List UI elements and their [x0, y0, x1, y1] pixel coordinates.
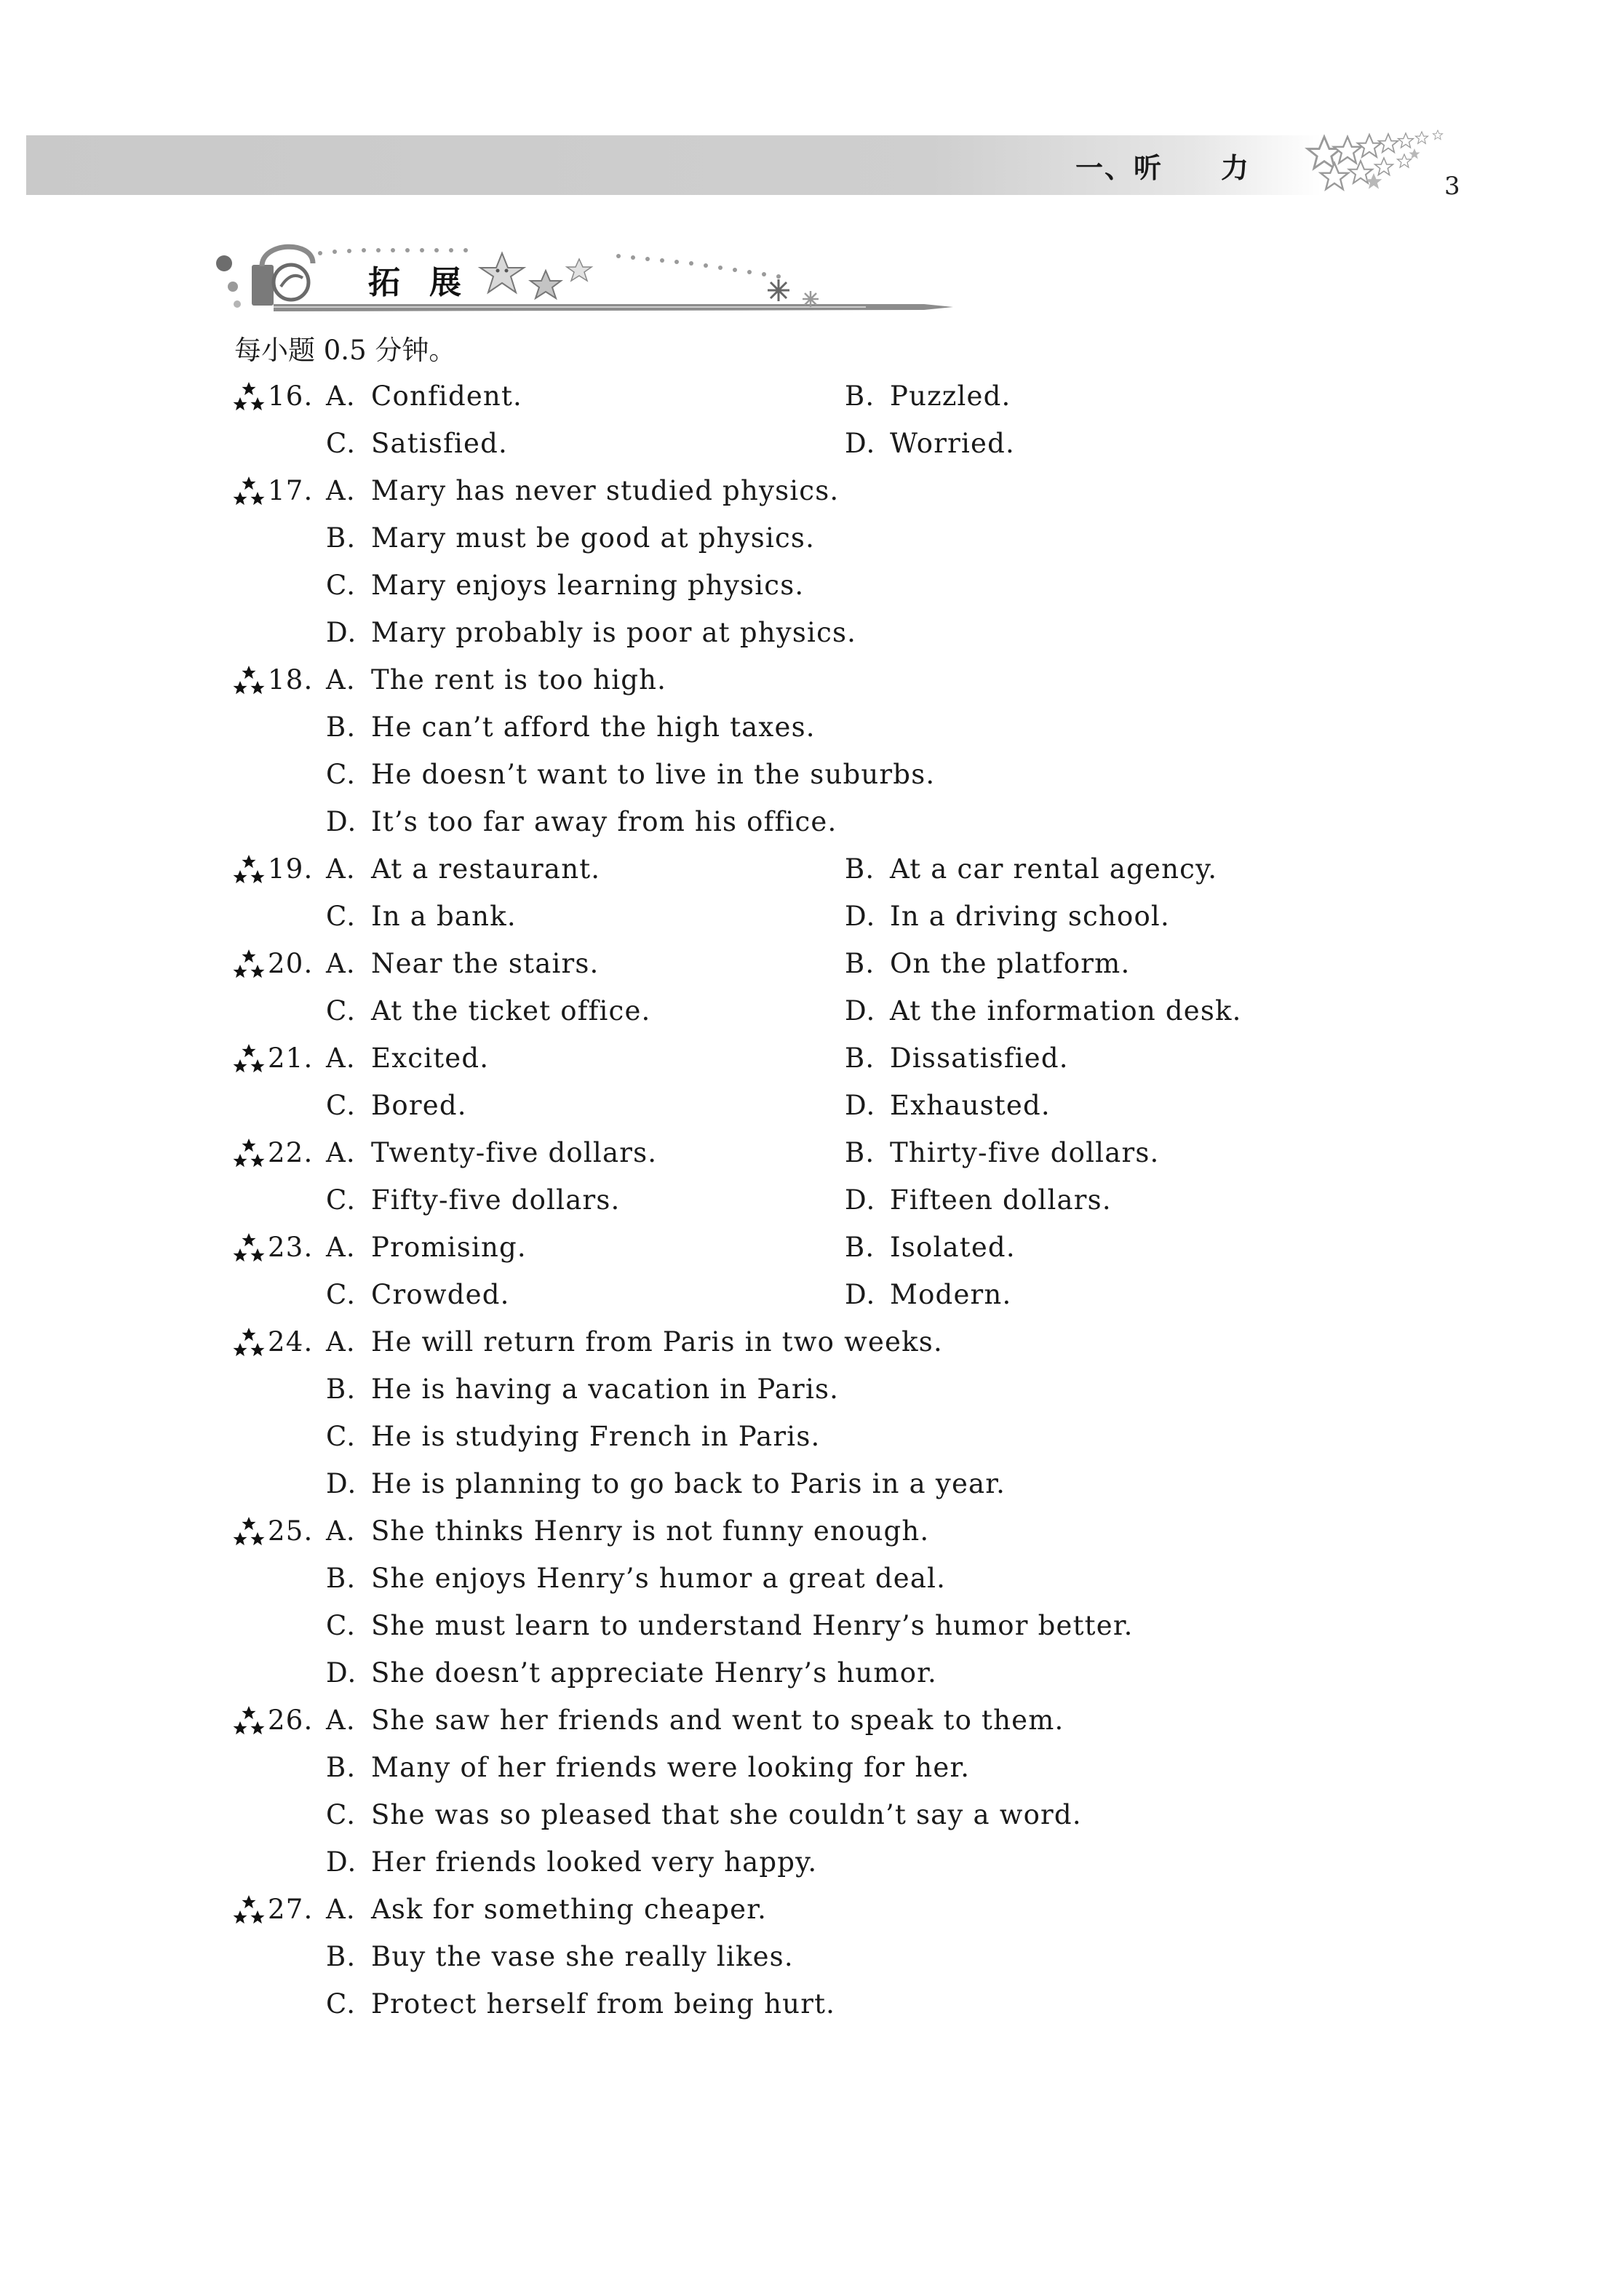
answer-option — [326, 656, 666, 703]
question-item — [231, 1129, 1396, 1176]
option-text: Crowded. — [371, 1279, 510, 1310]
question-option-row — [231, 1413, 1396, 1460]
question-item — [231, 1886, 1396, 1933]
option-text: Bored. — [371, 1090, 467, 1121]
option-text: In a driving school. — [890, 901, 1170, 932]
question-number: 18. — [268, 664, 314, 695]
answer-option — [326, 940, 600, 987]
option-text: The rent is too high. — [371, 664, 667, 695]
option-text: He is having a vacation in Paris. — [371, 1374, 840, 1405]
option-letter: A. — [326, 1043, 356, 1074]
question-item — [231, 467, 1396, 514]
option-text: Exhausted. — [890, 1090, 1051, 1121]
question-number: 24. — [268, 1326, 314, 1358]
question-item — [231, 1035, 1396, 1082]
option-text: Isolated. — [890, 1232, 1016, 1263]
option-letter: A. — [326, 1515, 356, 1547]
option-letter: C. — [326, 1090, 357, 1121]
answer-option — [326, 1460, 1006, 1507]
question-number: 27. — [268, 1894, 314, 1925]
option-text: Thirty-five dollars. — [890, 1137, 1160, 1168]
difficulty-stars-icon — [231, 949, 266, 982]
option-letter: A. — [326, 1232, 356, 1263]
option-letter: A. — [326, 475, 356, 506]
option-text: Fifteen dollars. — [890, 1184, 1112, 1216]
answer-option — [326, 467, 839, 514]
option-letter: A. — [326, 1326, 356, 1358]
option-text: She thinks Henry is not funny enough. — [371, 1515, 930, 1547]
answer-option — [326, 798, 837, 845]
option-text: It’s too far away from his office. — [371, 806, 837, 837]
question-number: 22. — [268, 1137, 314, 1168]
answer-option — [326, 1129, 657, 1176]
question-option-row — [231, 1366, 1396, 1413]
option-letter: B. — [845, 1137, 875, 1168]
difficulty-stars-icon — [231, 1894, 266, 1928]
option-text: Worried. — [890, 428, 1015, 459]
question-item — [231, 656, 1396, 703]
answer-option — [845, 1224, 1016, 1271]
option-letter: A. — [326, 948, 356, 979]
difficulty-stars-icon — [231, 476, 266, 509]
answer-option — [326, 1318, 943, 1366]
option-letter: D. — [845, 428, 876, 459]
option-letter: D. — [845, 1279, 876, 1310]
option-letter: D. — [845, 1090, 876, 1121]
option-letter: D. — [326, 1846, 357, 1878]
option-text: She was so pleased that she couldn’t say a word. — [371, 1799, 1082, 1830]
question-option-row — [231, 1744, 1396, 1791]
question-number: 20. — [268, 948, 314, 979]
option-letter: C. — [326, 1988, 357, 2020]
question-option-row — [231, 1838, 1396, 1886]
option-text: He will return from Paris in two weeks. — [371, 1326, 943, 1358]
option-letter: A. — [326, 853, 356, 885]
question-option-row — [231, 751, 1396, 798]
option-letter: A. — [326, 1705, 356, 1736]
question-number: 19. — [268, 853, 314, 885]
option-letter: D. — [845, 995, 876, 1027]
option-letter: B. — [326, 1941, 357, 1972]
option-letter: A. — [326, 380, 356, 412]
option-letter: B. — [845, 1232, 875, 1263]
question-option-row — [231, 1555, 1396, 1602]
option-text: Modern. — [890, 1279, 1012, 1310]
option-letter: C. — [326, 570, 357, 601]
answer-option — [326, 1555, 946, 1602]
answer-option — [326, 1697, 1064, 1744]
option-letter: C. — [326, 995, 357, 1027]
option-text: Excited. — [371, 1043, 490, 1074]
question-item — [231, 940, 1396, 987]
option-letter: B. — [326, 1752, 357, 1783]
answer-option — [326, 1744, 970, 1791]
answer-option — [326, 1980, 835, 2028]
section-title: 拓展 — [368, 264, 490, 301]
difficulty-stars-icon — [231, 854, 266, 888]
option-letter: C. — [326, 901, 357, 932]
option-text: Mary enjoys learning physics. — [371, 570, 805, 601]
option-text: Fifty-five dollars. — [371, 1184, 621, 1216]
answer-option — [326, 987, 651, 1035]
question-option-row — [231, 987, 1396, 1035]
answer-option — [326, 372, 522, 420]
question-number: 23. — [268, 1232, 314, 1263]
option-text: Mary has never studied physics. — [371, 475, 840, 506]
option-text: Her friends looked very happy. — [371, 1846, 818, 1878]
answer-option — [326, 1507, 929, 1555]
question-item — [231, 1318, 1396, 1366]
option-text: On the platform. — [890, 948, 1131, 979]
question-number: 17. — [268, 475, 314, 506]
option-letter: D. — [845, 1184, 876, 1216]
answer-option — [326, 1224, 527, 1271]
option-text: Satisfied. — [371, 428, 508, 459]
answer-option — [326, 562, 804, 609]
option-text: Mary probably is poor at physics. — [371, 617, 857, 648]
option-text: He is studying French in Paris. — [371, 1421, 821, 1452]
answer-option — [326, 1886, 767, 1933]
chapter-title: 一、听 力 — [1075, 152, 1251, 184]
answer-option — [326, 703, 816, 751]
answer-option — [326, 893, 517, 940]
section-banner-decoration — [211, 234, 960, 322]
option-letter: D. — [326, 1468, 357, 1499]
option-letter: A. — [326, 1137, 356, 1168]
difficulty-stars-icon — [231, 1327, 266, 1360]
answer-option — [326, 845, 600, 893]
option-text: She saw her friends and went to speak to them. — [371, 1705, 1064, 1736]
option-letter: C. — [326, 1184, 357, 1216]
question-number: 16. — [268, 380, 314, 412]
answer-option — [845, 845, 1217, 893]
option-text: Dissatisfied. — [890, 1043, 1069, 1074]
option-text: Buy the vase she really likes. — [371, 1941, 794, 1972]
option-text: Mary must be good at physics. — [371, 522, 816, 554]
question-option-row — [231, 562, 1396, 609]
question-option-row — [231, 703, 1396, 751]
difficulty-stars-icon — [231, 1516, 266, 1550]
answer-option — [845, 1035, 1069, 1082]
answer-option — [326, 1791, 1082, 1838]
option-text: Ask for something cheaper. — [371, 1894, 768, 1925]
option-text: He is planning to go back to Paris in a year. — [371, 1468, 1006, 1499]
question-option-row — [231, 1176, 1396, 1224]
question-item — [231, 845, 1396, 893]
question-option-row — [231, 1933, 1396, 1980]
answer-option — [326, 514, 815, 562]
question-option-row — [231, 893, 1396, 940]
option-text: At the ticket office. — [371, 995, 651, 1027]
option-text: She doesn’t appreciate Henry’s humor. — [371, 1657, 937, 1689]
option-text: He doesn’t want to live in the suburbs. — [371, 759, 936, 790]
option-text: He can’t afford the high taxes. — [371, 711, 816, 743]
option-letter: C. — [326, 1279, 357, 1310]
option-letter: C. — [326, 428, 357, 459]
answer-option — [326, 1649, 937, 1697]
difficulty-stars-icon — [231, 1232, 266, 1266]
answer-option — [845, 372, 1011, 420]
answer-option — [326, 1413, 820, 1460]
option-letter: D. — [326, 617, 357, 648]
option-text: Puzzled. — [890, 380, 1011, 412]
option-letter: A. — [326, 1894, 356, 1925]
option-letter: A. — [326, 664, 356, 695]
answer-option — [845, 893, 1170, 940]
question-item — [231, 372, 1396, 420]
question-number: 25. — [268, 1515, 314, 1547]
question-item — [231, 1507, 1396, 1555]
option-letter: B. — [845, 948, 875, 979]
question-option-row — [231, 798, 1396, 845]
option-letter: D. — [845, 901, 876, 932]
question-number: 21. — [268, 1043, 314, 1074]
question-option-row — [231, 609, 1396, 656]
option-letter: B. — [326, 522, 357, 554]
difficulty-stars-icon — [231, 381, 266, 415]
answer-option — [326, 1271, 510, 1318]
answer-option — [326, 1366, 839, 1413]
answer-option — [845, 1176, 1112, 1224]
option-text: Near the stairs. — [371, 948, 600, 979]
answer-option — [326, 1933, 794, 1980]
question-option-row — [231, 1082, 1396, 1129]
option-letter: D. — [326, 1657, 357, 1689]
option-text: At a car rental agency. — [890, 853, 1218, 885]
option-letter: C. — [326, 1799, 357, 1830]
option-text: Promising. — [371, 1232, 527, 1263]
instruction-text: 每小题 0.5 分钟。 — [234, 335, 456, 366]
option-letter: C. — [326, 759, 357, 790]
answer-option — [845, 420, 1015, 467]
answer-option — [326, 1602, 1134, 1649]
option-text: In a bank. — [371, 901, 517, 932]
decorative-stars-icon — [1302, 125, 1462, 205]
question-option-row — [231, 1602, 1396, 1649]
option-text: Confident. — [371, 380, 522, 412]
option-letter: C. — [326, 1421, 357, 1452]
answer-option — [845, 1082, 1051, 1129]
answer-option — [326, 1035, 489, 1082]
question-option-row — [231, 420, 1396, 467]
option-text: Twenty-five dollars. — [371, 1137, 658, 1168]
difficulty-stars-icon — [231, 1138, 266, 1171]
question-item — [231, 1697, 1396, 1744]
question-option-row — [231, 514, 1396, 562]
option-text: Protect herself from being hurt. — [371, 1988, 836, 2020]
option-letter: B. — [326, 1374, 357, 1405]
option-letter: B. — [845, 853, 875, 885]
option-letter: B. — [326, 1563, 357, 1594]
answer-option — [326, 420, 508, 467]
answer-option — [845, 1129, 1160, 1176]
question-list — [231, 372, 1396, 2028]
option-letter: B. — [845, 380, 875, 412]
answer-option — [845, 987, 1242, 1035]
answer-option — [326, 751, 935, 798]
answer-option — [326, 609, 856, 656]
option-text: Many of her friends were looking for her. — [371, 1752, 971, 1783]
difficulty-stars-icon — [231, 1043, 266, 1077]
option-text: At the information desk. — [890, 995, 1242, 1027]
difficulty-stars-icon — [231, 1705, 266, 1739]
option-letter: C. — [326, 1610, 357, 1641]
option-letter: B. — [845, 1043, 875, 1074]
answer-option — [845, 1271, 1011, 1318]
question-option-row — [231, 1271, 1396, 1318]
question-option-row — [231, 1791, 1396, 1838]
question-item — [231, 1224, 1396, 1271]
option-text: She enjoys Henry’s humor a great deal. — [371, 1563, 947, 1594]
option-letter: D. — [326, 806, 357, 837]
question-option-row — [231, 1460, 1396, 1507]
question-number: 26. — [268, 1705, 314, 1736]
answer-option — [326, 1176, 621, 1224]
page-number: 3 — [1444, 172, 1460, 201]
answer-option — [326, 1082, 467, 1129]
option-letter: B. — [326, 711, 357, 743]
option-text: At a restaurant. — [371, 853, 601, 885]
question-option-row — [231, 1649, 1396, 1697]
answer-option — [326, 1838, 817, 1886]
difficulty-stars-icon — [231, 665, 266, 698]
question-option-row — [231, 1980, 1396, 2028]
answer-option — [845, 940, 1130, 987]
option-text: She must learn to understand Henry’s humor better. — [371, 1610, 1134, 1641]
